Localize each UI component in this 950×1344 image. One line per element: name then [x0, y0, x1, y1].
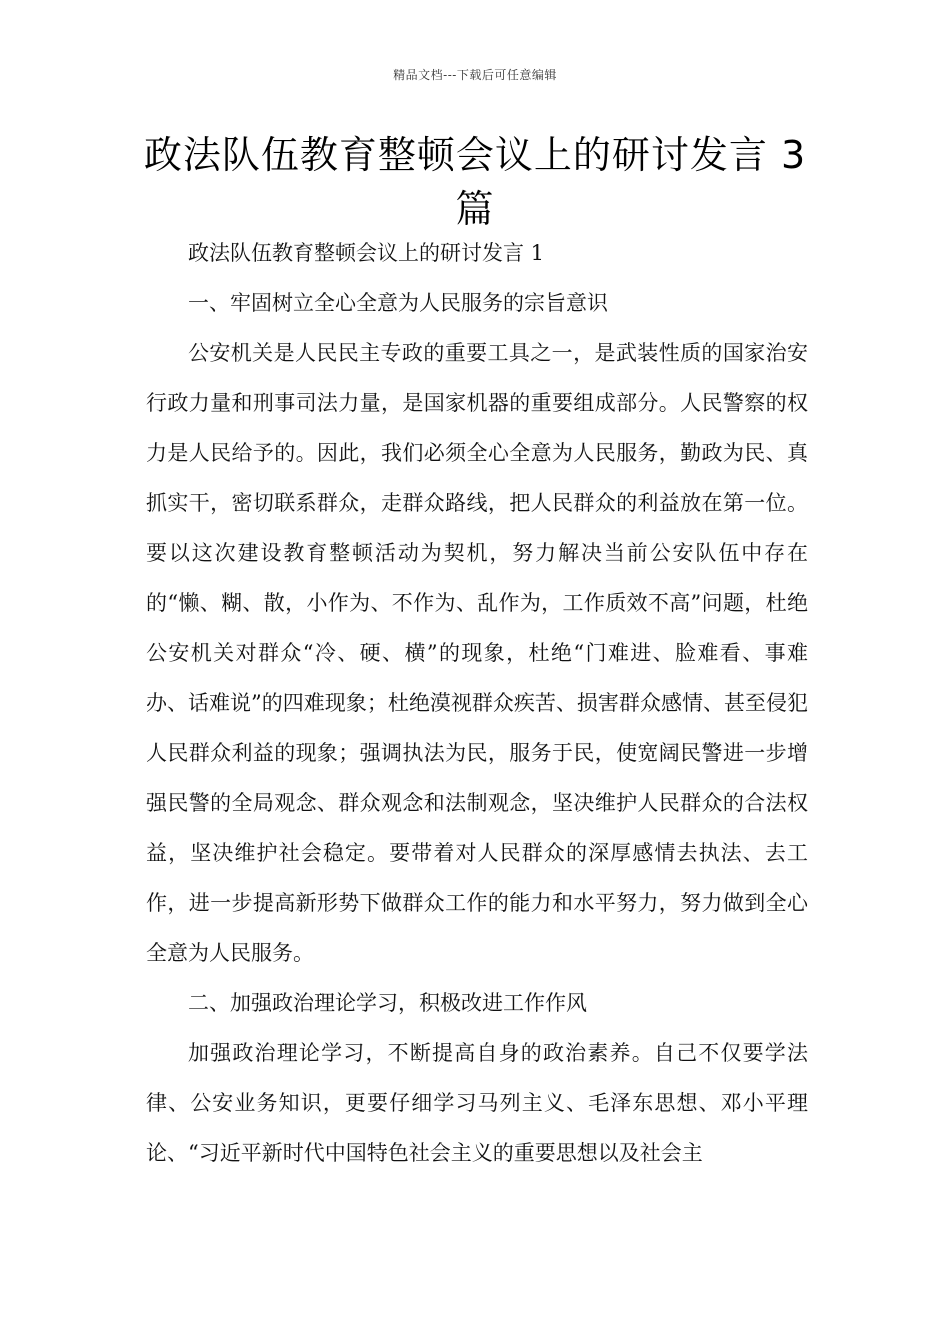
header-note: 精品文档---下载后可任意编辑: [393, 68, 557, 82]
section-2-heading: 二、加强政治理论学习，积极改进工作作风: [188, 991, 587, 1015]
section-1-heading: 一、牢固树立全心全意为人民服务的宗旨意识: [188, 291, 608, 315]
section-1-paragraph: 公安机关是人民民主专政的重要工具之一，是武装性质的国家治安行政力量和刑事司法力量，是国家机器的重要组成部分。人民警察的权力是人民给予的。因此，我们必须全心全意为人民服务，勤政为民、真抓实干，密切联系群众，走群众路线，把人民群众的利益放在第一位。要以这次建设教育整顿活动为契机，努力解决当前公安队伍中存在的“懒、糊、散，小作为、不作为、乱作为，工作质效不高”问题，杜绝公安机关对群众“冷、硬、横”的现象，杜绝“门难进、脸难看、事难办、话难说”的四难现象；杜绝漠视群众疾苦、损害群众感情、甚至侵犯人民群众利益的现象；强调执法为民，服务于民，使宽阔民警进一步增强民警的全局观念、群众观念和法制观念，坚决维护人民群众的合法权益，坚决维护社会稳定。要带着对人民群众的深厚感情去执法、去工作，进一步提高新形势下做群众工作的能力和水平努力，努力做到全心全意为人民服务。: [146, 341, 808, 965]
document-title: 政法队伍教育整顿会议上的研讨发言 3 篇: [143, 133, 807, 231]
document-body: [146, 228, 808, 1178]
section-2-paragraph: 加强政治理论学习，不断提高自身的政治素养。自己不仅要学法律、公安业务知识，更要仔细学习马列主义、毛泽东思想、邓小平理论、“习近平新时代中国特色社会主义的重要思想以及社会主: [146, 1041, 808, 1165]
sub-title: 政法队伍教育整顿会议上的研讨发言 1: [188, 241, 545, 265]
